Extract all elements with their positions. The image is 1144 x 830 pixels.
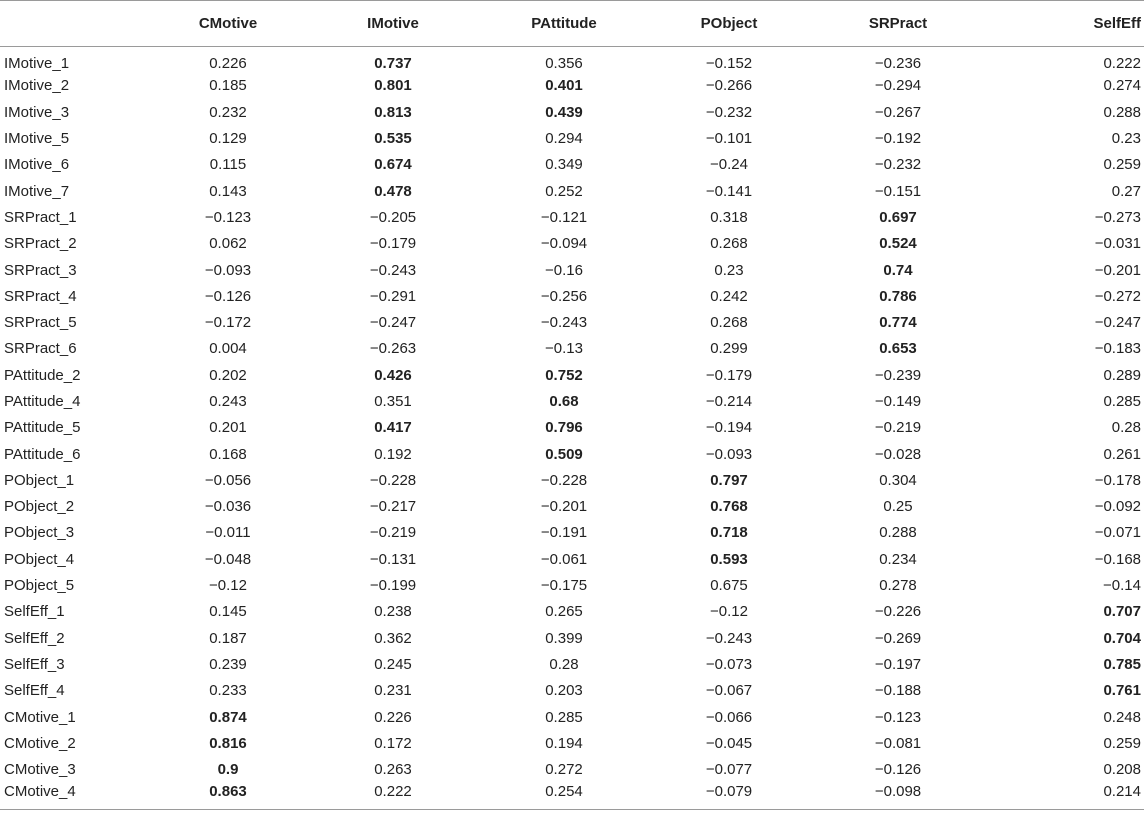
column-header-item [0, 1, 118, 47]
loading-cell-cmotive: −0.123 [204, 208, 252, 226]
loading-cell-pattitude: 0.254 [448, 783, 680, 809]
loading-cell-pobject: 0.23 [714, 261, 744, 279]
loading-cell-pattitude: 0.285 [545, 708, 583, 726]
table-row [0, 757, 1144, 783]
row-label: CMotive_1 [4, 708, 76, 726]
table-row [0, 336, 1144, 362]
row-label: PAttitude_2 [4, 366, 81, 384]
loading-cell-pattitude: −0.256 [540, 287, 588, 305]
row-label: PObject_4 [4, 550, 75, 568]
loading-cell-pattitude: 0.28 [549, 655, 579, 673]
loading-cell-pattitude: 0.194 [545, 734, 583, 752]
row-label: CMotive_4 [0, 783, 118, 809]
table-row [0, 283, 1144, 309]
loading-cell-srpract: −0.081 [874, 734, 922, 752]
loading-cell-srpract: 0.774 [879, 314, 917, 332]
loading-cell-pobject: −0.179 [705, 366, 753, 384]
loading-cell-imotive: −0.263 [369, 340, 417, 358]
loading-cell-pobject: −0.045 [705, 734, 753, 752]
row-label: SRPract_1 [4, 208, 77, 226]
loading-cell-cmotive: 0.232 [209, 103, 247, 121]
table-row [0, 730, 1144, 756]
loading-cell-srpract: −0.123 [874, 708, 922, 726]
loading-cell-cmotive: 0.129 [209, 130, 247, 148]
loading-cell-pobject: −0.073 [705, 655, 753, 673]
loading-cell-srpract: −0.126 [874, 761, 922, 779]
loading-cell-pobject: −0.194 [705, 419, 753, 437]
row-label: SRPract_4 [4, 287, 77, 305]
table-row [0, 467, 1144, 493]
loading-cell-cmotive: 0.9 [217, 761, 239, 779]
loading-cell-pobject: −0.243 [705, 629, 753, 647]
table-row [0, 99, 1144, 125]
loading-cell-pobject: −0.152 [705, 55, 753, 73]
row-label: SelfEff_4 [4, 682, 65, 700]
loading-cell-imotive: −0.179 [369, 235, 417, 253]
loading-cell-srpract: −0.149 [874, 393, 922, 410]
loading-cell-srpract: −0.269 [874, 629, 922, 647]
loading-cell-srpract: −0.267 [874, 103, 922, 121]
loading-cell-pattitude: −0.121 [540, 208, 588, 226]
loading-cell-cmotive: 0.168 [209, 445, 247, 463]
loading-cell-cmotive: 0.226 [209, 55, 247, 73]
loading-cell-selfeff: −0.247 [1094, 314, 1141, 332]
loading-cell-pobject: −0.12 [710, 603, 748, 621]
table-row [0, 415, 1144, 441]
loading-cell-cmotive: 0.202 [209, 366, 247, 384]
loading-cell-imotive: 0.245 [374, 655, 412, 673]
loading-cell-pattitude: 0.68 [549, 393, 579, 410]
loading-cell-pobject: 0.299 [710, 340, 748, 358]
loading-cell-cmotive: −0.093 [204, 261, 252, 279]
table-row [0, 73, 1144, 99]
row-label: SelfEff_3 [4, 655, 65, 673]
loading-cell-pattitude: −0.16 [545, 261, 583, 279]
row-label: IMotive_3 [4, 103, 70, 121]
loading-cell-pobject: −0.066 [705, 708, 753, 726]
row-label: PAttitude_4 [4, 393, 81, 410]
column-header-pobject: PObject [680, 1, 778, 47]
table-row [0, 599, 1144, 625]
loading-cell-srpract: −0.188 [874, 682, 922, 700]
loading-cell-cmotive: 0.115 [209, 156, 247, 174]
loading-cell-cmotive: 0.816 [209, 734, 247, 752]
loading-cell-selfeff: 0.704 [1103, 629, 1141, 647]
loading-cell-pobject: 0.242 [710, 287, 748, 305]
column-header-pattitude: PAttitude [448, 1, 680, 47]
row-label: PObject_1 [4, 471, 75, 489]
table-row [0, 704, 1144, 730]
loading-cell-pobject: −0.077 [705, 761, 753, 779]
loading-cell-imotive: 0.362 [374, 629, 412, 647]
loading-cell-pattitude: −0.061 [540, 550, 588, 568]
loading-cell-imotive: −0.205 [369, 208, 417, 226]
loading-cell-pobject: −0.214 [705, 393, 753, 410]
loading-cell-pattitude: −0.228 [540, 471, 588, 489]
loading-cell-srpract: 0.524 [879, 235, 917, 253]
loading-cell-pattitude: −0.175 [540, 577, 588, 595]
loading-cell-srpract: −0.226 [874, 603, 922, 621]
row-label: IMotive_2 [4, 77, 70, 95]
loading-cell-imotive: 0.238 [374, 603, 412, 621]
loading-cell-selfeff: 0.707 [1103, 603, 1141, 621]
loading-cell-selfeff: −0.14 [1103, 577, 1141, 595]
row-label: PAttitude_6 [4, 445, 81, 463]
loading-cell-pobject: 0.797 [710, 471, 748, 489]
loading-cell-pattitude: −0.094 [540, 235, 588, 253]
loading-cell-selfeff: 0.288 [1103, 103, 1141, 121]
loading-cell-imotive: −0.228 [369, 471, 417, 489]
loading-cell-pattitude: 0.294 [545, 130, 583, 148]
table-row [0, 362, 1144, 388]
loading-cell-srpract: −0.197 [874, 655, 922, 673]
table-row [0, 783, 1144, 809]
row-label: CMotive_2 [4, 734, 76, 752]
loading-cell-selfeff: 0.274 [1103, 77, 1141, 95]
column-header-selfeff: SelfEff [1018, 1, 1144, 47]
table-row [0, 178, 1144, 204]
column-header-imotive: IMotive [338, 1, 448, 47]
loading-cell-srpract: 0.288 [879, 524, 917, 542]
loading-cell-pobject: −0.093 [705, 445, 753, 463]
loading-cell-selfeff: −0.178 [1094, 471, 1141, 489]
loading-cell-srpract: 0.278 [879, 577, 917, 595]
loading-cell-pobject: −0.079 [680, 783, 778, 809]
loading-cell-pattitude: 0.272 [545, 761, 583, 779]
loading-cell-pattitude: −0.13 [545, 340, 583, 358]
column-header-srpract: SRPract [778, 1, 1018, 47]
loading-cell-cmotive: 0.145 [209, 603, 247, 621]
loading-cell-pattitude: 0.252 [545, 182, 583, 200]
loading-cell-imotive: 0.172 [374, 734, 412, 752]
loading-cell-cmotive: 0.243 [209, 393, 247, 410]
loading-cell-pattitude: 0.796 [545, 419, 583, 437]
loading-cell-selfeff: −0.201 [1094, 261, 1141, 279]
loading-cell-pattitude: −0.243 [540, 314, 588, 332]
loading-cell-pobject: −0.24 [710, 156, 748, 174]
loading-cell-cmotive: −0.011 [205, 524, 251, 542]
row-label: IMotive_7 [4, 182, 70, 200]
loading-cell-srpract: −0.219 [874, 419, 922, 437]
row-label: SelfEff_2 [4, 629, 65, 647]
loading-cell-imotive: −0.217 [369, 498, 417, 516]
loading-cell-cmotive: −0.036 [204, 498, 252, 516]
loading-cell-selfeff: 0.248 [1103, 708, 1141, 726]
loading-cell-imotive: −0.199 [369, 577, 417, 595]
loading-cell-imotive: 0.351 [374, 393, 412, 410]
loading-cell-selfeff: 0.23 [1111, 130, 1141, 148]
loading-cell-imotive: 0.478 [374, 182, 412, 200]
loading-cell-pobject: 0.593 [710, 550, 748, 568]
loading-cell-selfeff: 0.214 [1018, 783, 1144, 809]
loading-cell-selfeff: 0.259 [1103, 734, 1141, 752]
loading-cell-srpract: −0.151 [874, 182, 922, 200]
loading-cell-srpract: 0.304 [879, 471, 917, 489]
loading-cell-pattitude: 0.349 [545, 156, 583, 174]
table-header [0, 1, 1144, 47]
loading-cell-cmotive: 0.233 [209, 682, 247, 700]
loading-cell-imotive: 0.263 [374, 761, 412, 779]
loading-cell-cmotive: −0.056 [204, 471, 252, 489]
loading-cell-pobject: 0.268 [710, 235, 748, 253]
loading-cell-selfeff: 0.27 [1111, 182, 1141, 200]
loading-cell-selfeff: −0.168 [1094, 550, 1141, 568]
loading-cell-selfeff: 0.285 [1103, 393, 1141, 410]
loading-cell-pattitude: 0.203 [545, 682, 583, 700]
loading-cell-pattitude: 0.752 [545, 366, 583, 384]
loading-cell-pobject: 0.675 [710, 577, 748, 595]
loading-cell-srpract: 0.25 [883, 498, 913, 516]
loading-cell-pattitude: 0.401 [545, 77, 583, 95]
table-row [0, 309, 1144, 335]
loading-cell-srpract: −0.236 [874, 55, 922, 73]
loading-cell-pobject: −0.067 [705, 682, 753, 700]
loading-cell-pobject: 0.268 [710, 314, 748, 332]
table-row [0, 625, 1144, 651]
loading-cell-srpract: −0.239 [874, 366, 922, 384]
loading-cell-imotive: 0.226 [374, 708, 412, 726]
table-row [0, 125, 1144, 151]
row-label: PObject_3 [4, 524, 75, 542]
loading-cell-srpract: 0.653 [879, 340, 917, 358]
row-label: SRPract_5 [4, 314, 77, 332]
table-body [0, 47, 1144, 810]
loading-cell-selfeff: 0.222 [1103, 55, 1141, 73]
loading-cell-cmotive: −0.048 [204, 550, 252, 568]
row-label: PObject_2 [4, 498, 75, 516]
loading-cell-cmotive: −0.12 [209, 577, 247, 595]
loading-cell-srpract: −0.028 [874, 445, 922, 463]
loading-cell-cmotive: 0.185 [209, 77, 247, 95]
loading-cell-srpract: −0.098 [778, 783, 1018, 809]
loading-cell-pobject: −0.232 [705, 103, 753, 121]
loading-cell-selfeff: 0.28 [1111, 419, 1141, 437]
loading-cell-cmotive: 0.187 [209, 629, 247, 647]
table-row [0, 520, 1144, 546]
loading-cell-pattitude: 0.265 [545, 603, 583, 621]
loading-cell-imotive: 0.231 [374, 682, 412, 700]
loading-cell-pobject: −0.101 [705, 130, 753, 148]
table-row [0, 47, 1144, 73]
row-label: IMotive_1 [4, 55, 70, 73]
loading-cell-cmotive: 0.004 [209, 340, 247, 358]
loading-cell-selfeff: 0.785 [1103, 655, 1141, 673]
loading-cell-selfeff: 0.289 [1103, 366, 1141, 384]
row-label: IMotive_6 [4, 156, 70, 174]
row-label: SelfEff_1 [4, 603, 65, 621]
table-row [0, 678, 1144, 704]
loading-cell-selfeff: 0.259 [1103, 156, 1141, 174]
row-label: IMotive_5 [4, 130, 70, 148]
loading-cell-srpract: −0.294 [874, 77, 922, 95]
loading-cell-imotive: 0.674 [374, 156, 412, 174]
loading-cell-imotive: −0.291 [369, 287, 417, 305]
table-row [0, 494, 1144, 520]
loading-cell-imotive: −0.243 [369, 261, 417, 279]
row-label: SRPract_6 [4, 340, 77, 358]
header-row [0, 1, 1144, 47]
loading-cell-selfeff: 0.261 [1103, 445, 1141, 463]
loading-cell-imotive: 0.426 [374, 366, 412, 384]
loading-cell-cmotive: 0.201 [209, 419, 247, 437]
loading-cell-pobject: −0.266 [705, 77, 753, 95]
table-row [0, 388, 1144, 414]
loading-cell-cmotive: −0.126 [204, 287, 252, 305]
loading-cell-selfeff: −0.092 [1094, 498, 1141, 516]
loading-cell-pattitude: 0.399 [545, 629, 583, 647]
loading-cell-cmotive: −0.172 [204, 314, 252, 332]
loading-cell-pobject: 0.768 [710, 498, 748, 516]
loading-cell-pattitude: 0.356 [545, 55, 583, 73]
loading-cell-selfeff: −0.031 [1094, 235, 1141, 253]
loading-cell-srpract: 0.234 [879, 550, 917, 568]
table-row [0, 152, 1144, 178]
loading-cell-selfeff: 0.761 [1103, 682, 1141, 700]
table-row [0, 572, 1144, 598]
column-header-cmotive: CMotive [118, 1, 338, 47]
loading-cell-pobject: −0.141 [705, 182, 753, 200]
row-label: PAttitude_5 [4, 419, 81, 437]
loading-cell-srpract: 0.697 [879, 208, 917, 226]
loading-cell-selfeff: −0.272 [1094, 287, 1141, 305]
loading-cell-srpract: −0.192 [874, 130, 922, 148]
loading-cell-pattitude: −0.191 [540, 524, 588, 542]
loading-cell-pobject: 0.318 [710, 208, 748, 226]
row-label: CMotive_3 [4, 761, 76, 779]
row-label: PObject_5 [4, 577, 75, 595]
row-label: SRPract_3 [4, 261, 77, 279]
loading-cell-cmotive: 0.143 [209, 182, 247, 200]
loading-cell-cmotive: 0.874 [209, 708, 247, 726]
loading-cell-cmotive: 0.863 [118, 783, 338, 809]
loading-cell-cmotive: 0.062 [209, 235, 247, 253]
loading-cell-srpract: 0.74 [883, 261, 913, 279]
loading-cell-imotive: 0.801 [374, 77, 412, 95]
table-row [0, 651, 1144, 677]
loading-cell-selfeff: −0.273 [1094, 208, 1141, 226]
loading-cell-imotive: 0.737 [374, 55, 412, 73]
loading-cell-imotive: 0.192 [374, 445, 412, 463]
table-row [0, 204, 1144, 230]
table-row [0, 441, 1144, 467]
loading-cell-pattitude: 0.509 [545, 445, 583, 463]
loading-cell-selfeff: −0.071 [1094, 524, 1141, 542]
loading-cell-srpract: −0.232 [874, 156, 922, 174]
loading-cell-imotive: −0.219 [369, 524, 417, 542]
loading-cell-selfeff: 0.208 [1103, 761, 1141, 779]
loading-cell-imotive: 0.222 [338, 783, 448, 809]
table-row [0, 546, 1144, 572]
loading-cell-selfeff: −0.183 [1094, 340, 1141, 358]
table-row [0, 257, 1144, 283]
loading-cell-pattitude: −0.201 [540, 498, 588, 516]
loading-cell-imotive: 0.417 [374, 419, 412, 437]
loading-cell-imotive: −0.247 [369, 314, 417, 332]
loading-cell-imotive: 0.535 [374, 130, 412, 148]
table-row [0, 231, 1144, 257]
loading-cell-imotive: −0.131 [369, 550, 417, 568]
row-label: SRPract_2 [4, 235, 77, 253]
loading-cell-pobject: 0.718 [710, 524, 748, 542]
loading-cell-srpract: 0.786 [879, 287, 917, 305]
loading-cell-pattitude: 0.439 [545, 103, 583, 121]
loading-cell-imotive: 0.813 [374, 103, 412, 121]
loading-cell-cmotive: 0.239 [209, 655, 247, 673]
